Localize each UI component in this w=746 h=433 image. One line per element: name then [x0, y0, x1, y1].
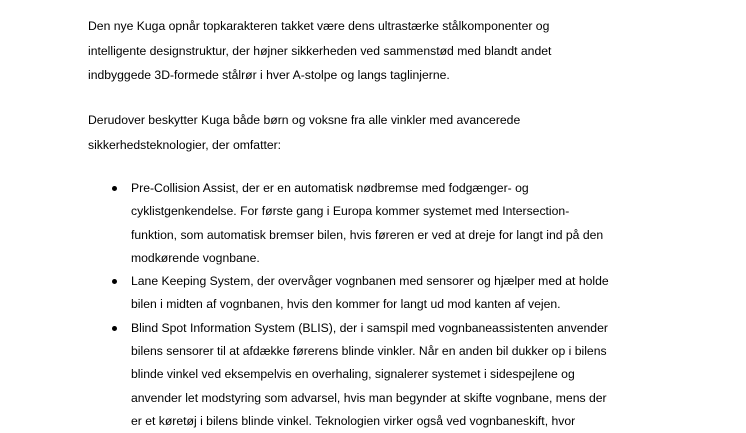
list-item-blind-spot-information-system [88, 317, 708, 433]
text-line: Den nye Kuga opnår topkarakteren takket være dens ultrastærke stålkomponenter og [88, 19, 550, 33]
list-item-pre-collision-assist [88, 177, 708, 270]
text-line: er et køretøj i bilens blinde vinkel. Teknologien virker også ved vognbaneskift, hvor [131, 413, 576, 428]
intro-paragraph [88, 14, 688, 88]
text-line: blinde vinkel ved eksempelvis en overhaling, signalerer systemet i sidespejlene og [131, 367, 575, 382]
text-line: intelligente designstruktur, der højner sikkerheden ved sammenstød med blandt andet [88, 43, 552, 58]
bullet-icon [112, 326, 117, 331]
text-line: Lane Keeping System, der overvåger vognbanen med sensorer og hjælper med at holde [131, 274, 609, 289]
bullet-icon [112, 186, 117, 191]
text-line: cyklistgenkendelse. For første gang i Europa kommer systemet med Intersection- [131, 204, 570, 219]
text-line: funktion, som automatisk bremser bilen, hvis føreren er ved at dreje for langt ind på den [131, 227, 604, 242]
text-line: Blind Spot Information System (BLIS), der i samspil med vognbaneassistenten anvender [131, 320, 608, 335]
bullet-icon [112, 279, 117, 284]
text-line: modkørende vognbane. [131, 250, 260, 265]
text-line: bilens sensorer til at afdække førerens blinde vinkler. Når en anden bil dukker op i bilens [131, 344, 607, 359]
text-line: indbyggede 3D-formede stålrør i hver A-stolpe og langs taglinjerne. [88, 68, 450, 83]
text-line: sikkerhedsteknologier, der omfatter: [88, 137, 282, 152]
text-line: Derudover beskytter Kuga både børn og voksne fra alle vinkler med avancerede [88, 113, 521, 127]
list-item-lane-keeping-system [88, 270, 708, 317]
safety-features-list [88, 177, 708, 433]
text-line: anvender let modstyring som advarsel, hvis man begynder at skifte vognbane, mens der [131, 390, 607, 405]
safety-intro-paragraph [88, 108, 688, 157]
text-line: Pre-Collision Assist, der er en automatisk nødbremse med fodgænger- og [131, 181, 529, 195]
text-line: bilen i midten af vognbanen, hvis den kommer for langt ud mod kanten af vejen. [131, 297, 561, 312]
